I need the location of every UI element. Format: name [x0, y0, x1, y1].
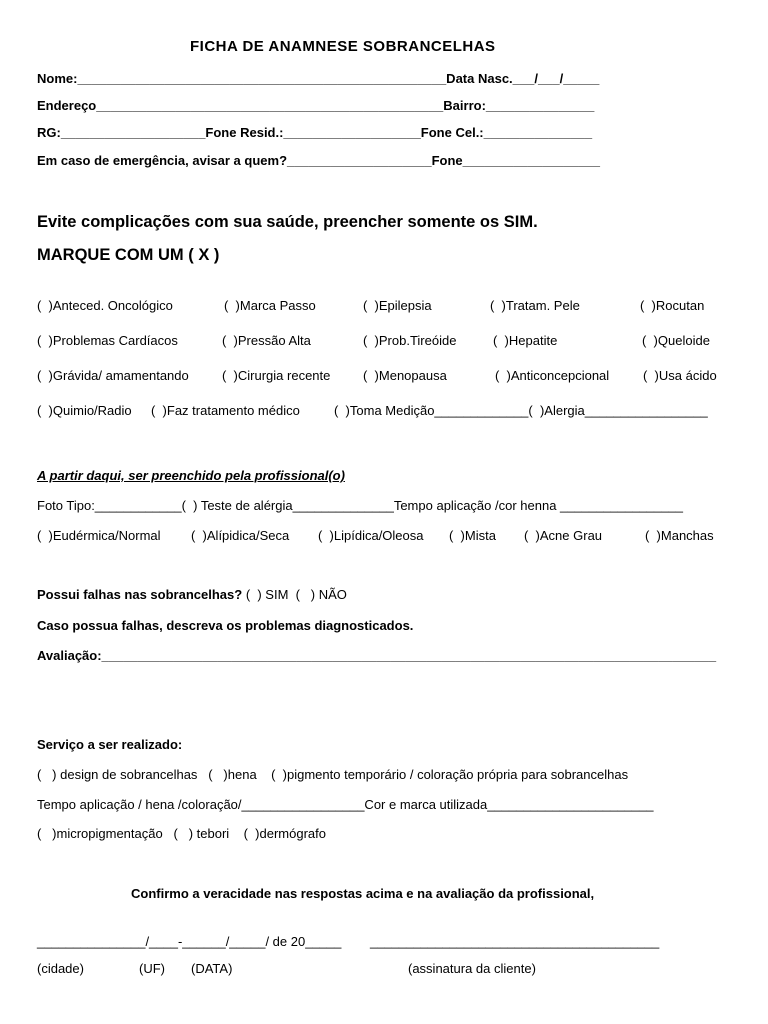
checkbox-cardiac[interactable]: ( )Problemas Cardíacos — [37, 333, 178, 348]
service-heading: Serviço a ser realizado: — [37, 737, 183, 752]
evaluation-field[interactable]: Avaliação:_____________________________________________________________________________________ — [37, 648, 717, 663]
gaps-question — [37, 587, 347, 603]
emergency-contact-field[interactable]: Em caso de emergência, avisar a quem?____________________Fone___________________ — [37, 153, 601, 168]
gaps-yes-no-options[interactable]: ( ) SIM ( ) NÃO — [242, 587, 347, 602]
mark-instruction: MARQUE COM UM ( X ) — [37, 246, 220, 264]
checkbox-medical-treatment[interactable]: ( )Faz tratamento médico — [151, 403, 300, 418]
checkbox-rocutan[interactable]: ( )Rocutan — [640, 298, 705, 313]
address-field[interactable]: Endereço________________________________________________Bairro:_______________ — [37, 98, 595, 113]
medication-allergy-field[interactable]: ( )Toma Medição_____________( )Alergia_________________ — [334, 403, 708, 418]
checkbox-menopause[interactable]: ( )Menopausa — [363, 368, 447, 383]
page-title: FICHA DE ANAMNESE SOBRANCELHAS — [190, 38, 496, 55]
checkbox-spots[interactable]: ( )Manchas — [645, 528, 714, 543]
checkbox-hypertension[interactable]: ( )Pressão Alta — [222, 333, 311, 348]
checkbox-uses-acid[interactable]: ( )Usa ácido — [643, 368, 717, 383]
phototype-field[interactable]: Foto Tipo:____________( ) Teste de alérgia______________Tempo aplicação /cor henna _________________ — [37, 498, 683, 513]
checkbox-skin-treatment[interactable]: ( )Tratam. Pele — [490, 298, 580, 313]
checkbox-alipidic[interactable]: ( )Alípidica/Seca — [191, 528, 290, 543]
city-date-field[interactable]: _______________/____-______/_____/ de 20_____ — [37, 934, 342, 949]
checkbox-pregnant[interactable]: ( )Grávida/ amamentando — [37, 368, 189, 383]
checkbox-pacemaker[interactable]: ( )Marca Passo — [224, 298, 316, 313]
checkbox-acne[interactable]: ( )Acne Grau — [524, 528, 603, 543]
checkbox-recent-surgery[interactable]: ( )Cirurgia recente — [222, 368, 331, 383]
date-label: (DATA) — [191, 961, 233, 976]
checkbox-lipidic[interactable]: ( )Lipídica/Oleosa — [318, 528, 424, 543]
technique-options[interactable]: ( )micropigmentação ( ) tebori ( )dermógrafo — [37, 826, 326, 841]
client-signature-label: (assinatura da cliente) — [408, 961, 536, 976]
name-dob-field[interactable]: Nome:___________________________________________________Data Nasc.___/___/_____ — [37, 71, 600, 86]
gaps-question-label: Possui falhas nas sobrancelhas? — [37, 587, 243, 602]
application-time-field[interactable]: Tempo aplicação / hena /coloração/_________________Cor e marca utilizada_______________________ — [37, 797, 654, 812]
service-options[interactable]: ( ) design de sobrancelhas ( )hena ( )pigmento temporário / coloração própria para sobrancelhas — [37, 767, 629, 782]
city-label: (cidade) — [37, 961, 84, 976]
gaps-describe-label: Caso possua falhas, descreva os problemas diagnosticados. — [37, 618, 414, 633]
rg-phone-field[interactable]: RG:____________________Fone Resid.:___________________Fone Cel.:_______________ — [37, 125, 593, 140]
checkbox-epilepsy[interactable]: ( )Epilepsia — [363, 298, 432, 313]
confirmation-text: Confirmo a veracidade nas respostas acima e na avaliação da profissional, — [131, 886, 595, 901]
checkbox-chemo-radio[interactable]: ( )Quimio/Radio — [37, 403, 132, 418]
uf-label: (UF) — [139, 961, 165, 976]
checkbox-mixed[interactable]: ( )Mista — [449, 528, 496, 543]
checkbox-thyroid[interactable]: ( )Prob.Tireóide — [363, 333, 457, 348]
checkbox-hepatitis[interactable]: ( )Hepatite — [493, 333, 558, 348]
checkbox-keloid[interactable]: ( )Queloide — [642, 333, 710, 348]
checkbox-oncologic[interactable]: ( )Anteced. Oncológico — [37, 298, 173, 313]
checkbox-contraceptive[interactable]: ( )Anticoncepcional — [495, 368, 610, 383]
checkbox-eudermic[interactable]: ( )Eudérmica/Normal — [37, 528, 161, 543]
warning-text: Evite complicações com sua saúde, preencher somente os SIM. — [37, 213, 538, 231]
professional-section-heading: A partir daqui, ser preenchido pela profissional(o) — [37, 468, 345, 483]
signature-line[interactable]: ________________________________________ — [370, 934, 660, 949]
